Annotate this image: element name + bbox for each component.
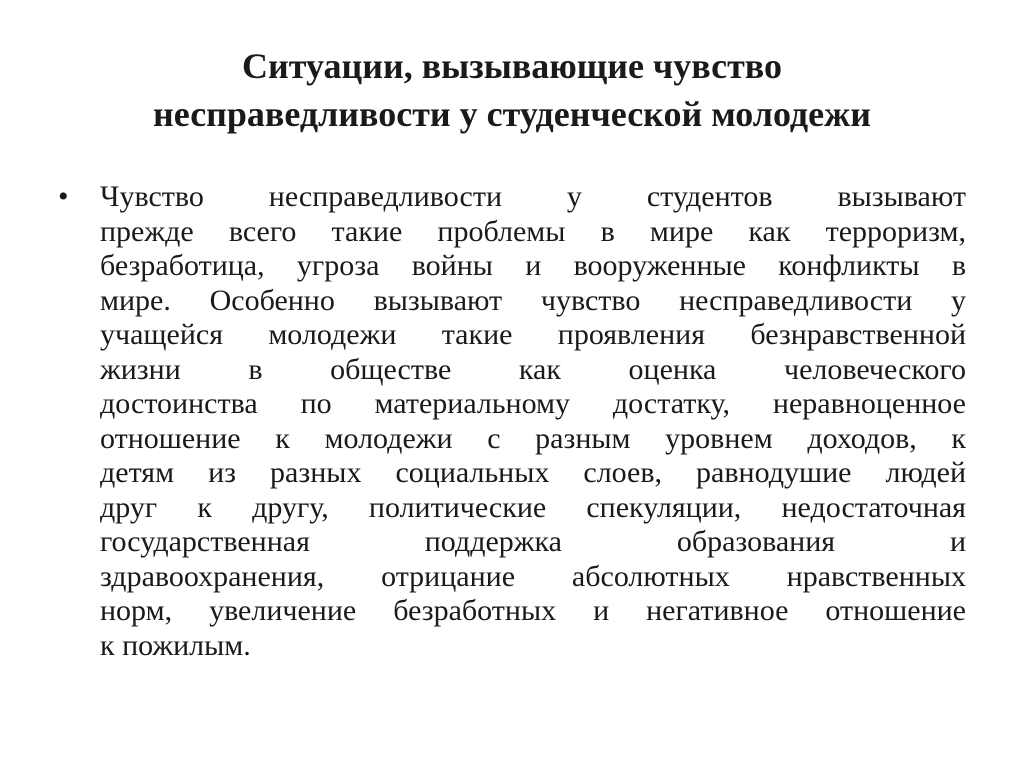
title-line-1: Ситуации, вызывающие чувство bbox=[242, 46, 782, 86]
body-line: друг к другу, политические спекуляции, недостаточная bbox=[100, 490, 966, 524]
body-line: здравоохранения, отрицание абсолютных нравственных bbox=[100, 559, 966, 593]
bullet-paragraph bbox=[100, 180, 966, 663]
body-line: жизни в обществе как оценка человеческого bbox=[100, 352, 966, 386]
body-line: к пожилым. bbox=[100, 628, 251, 662]
bullet-dot-icon: • bbox=[58, 180, 69, 213]
body-line: отношение к молодежи с разным уровнем доходов, к bbox=[100, 421, 966, 455]
body-line: прежде всего такие проблемы в мире как терроризм, bbox=[100, 214, 966, 248]
body-line: детям из разных социальных слоев, равнодушие людей bbox=[100, 456, 966, 489]
body-line: достоинства по материальному достатку, неравноценное bbox=[100, 387, 966, 420]
body-line: учащейся молодежи такие проявления безнравственной bbox=[100, 318, 966, 351]
body-line: Чувство несправедливости у студентов вызывают bbox=[100, 180, 966, 213]
slide-title bbox=[60, 42, 964, 138]
body-line: безработица, угроза войны и вооруженные конфликты в bbox=[100, 249, 966, 282]
title-line-2: несправедливости у студенческой молодежи bbox=[153, 94, 871, 134]
body-line: мире. Особенно вызывают чувство несправедливости у bbox=[100, 283, 966, 317]
body-line: норм, увеличение безработных и негативное отношение bbox=[100, 594, 966, 627]
body-line: государственная поддержка образования и bbox=[100, 525, 966, 558]
